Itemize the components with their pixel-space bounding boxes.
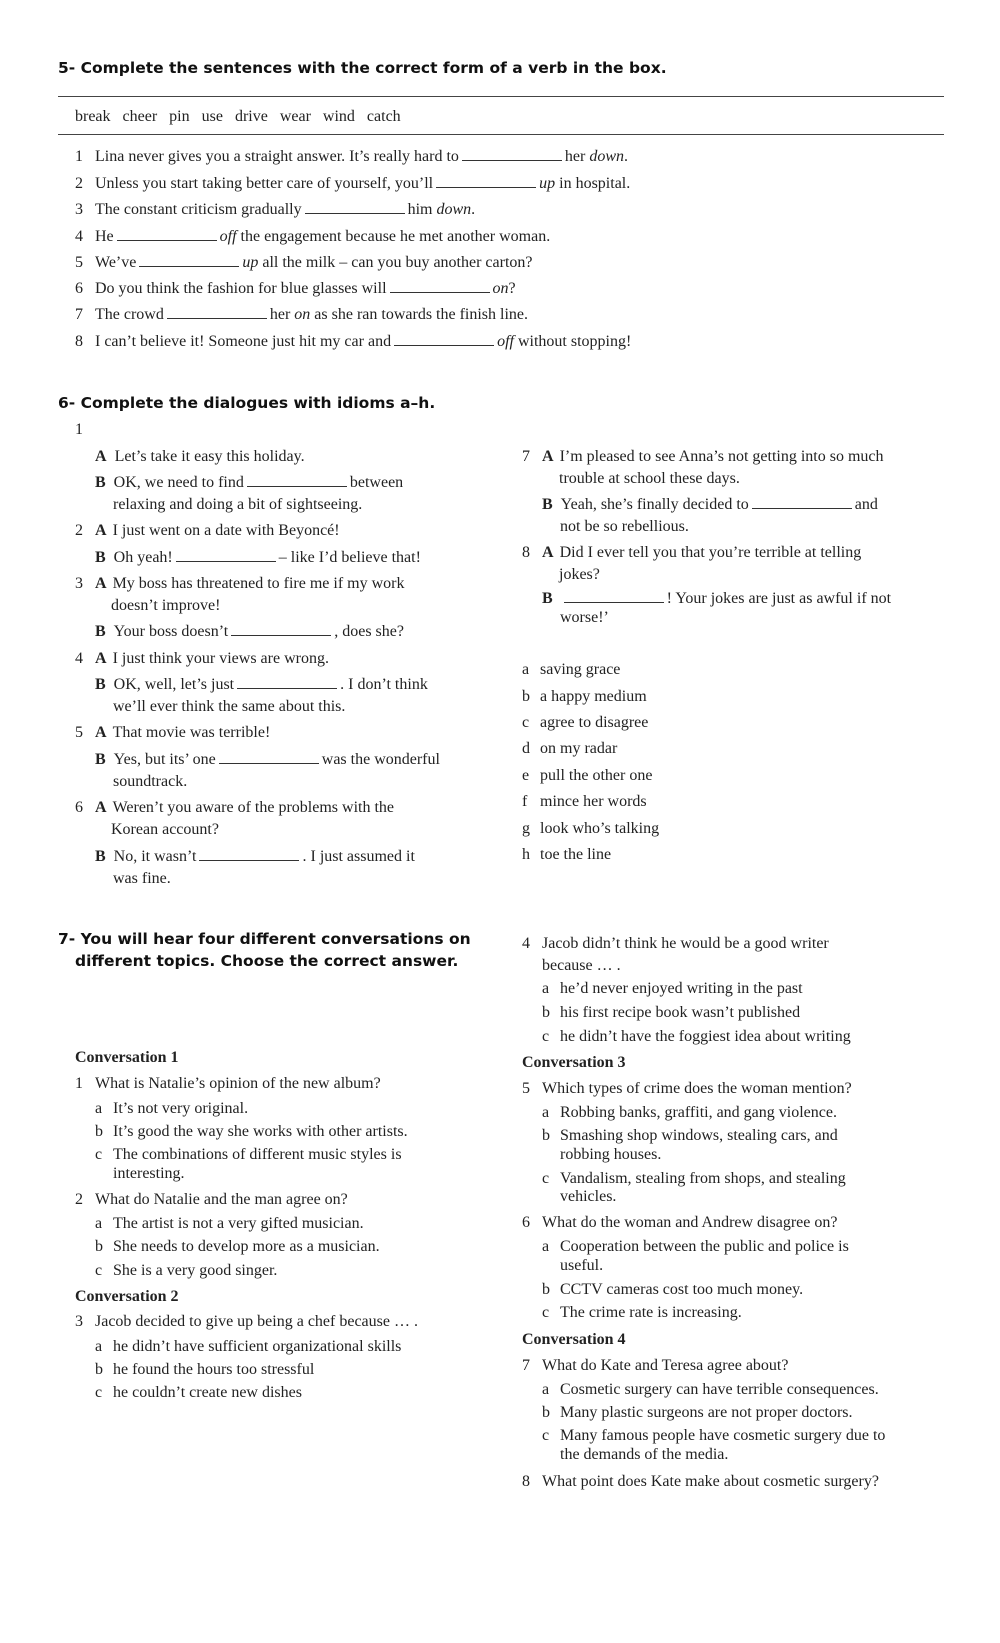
q1-option-b[interactable]: b It’s good the way she works with other artists.: [95, 1123, 408, 1140]
answer-blank[interactable]: [305, 199, 405, 214]
answer-blank[interactable]: [167, 304, 267, 319]
q8: 8 What point does Kate make about cosmetic surgery?: [522, 1473, 879, 1490]
q1-option-a[interactable]: a It’s not very original.: [95, 1100, 249, 1117]
answer-blank[interactable]: [462, 146, 562, 161]
q3-option-a[interactable]: a he didn’t have sufficient organizational skills: [95, 1338, 402, 1355]
d4-b-cont: we’ll ever think the same about this.: [113, 698, 346, 715]
s5-item-4: 4 He off the engagement because he met another woman.: [75, 228, 551, 245]
q5-option-b-cont: robbing houses.: [560, 1146, 662, 1163]
d7-a-cont: trouble at school these days.: [559, 470, 740, 487]
section-7-heading-line2: different topics. Choose the correct answer.: [75, 952, 459, 970]
conversation-3-heading: Conversation 3: [522, 1054, 626, 1071]
d5-b-cont: soundtrack.: [113, 773, 188, 790]
s5-item-7: 7 The crowd her on as she ran towards the finish line.: [75, 306, 529, 323]
q1-option-c[interactable]: c The combinations of different music styles is: [95, 1146, 402, 1163]
word-box-item: use: [201, 108, 223, 125]
d8-b: B ! Your jokes are just as awful if not: [542, 590, 892, 607]
idiom-d: d on my radar: [522, 740, 618, 757]
idiom-a: a saving grace: [522, 661, 621, 678]
conversation-1-heading: Conversation 1: [75, 1049, 179, 1066]
q7: 7 What do Kate and Teresa agree about?: [522, 1357, 789, 1374]
s5-item-5: 5 We’ve up all the milk – can you buy another carton?: [75, 254, 533, 271]
d1-number: 1: [75, 421, 83, 438]
word-box-item: break: [75, 108, 111, 125]
word-box-item: catch: [366, 108, 401, 125]
word-box-item: drive: [234, 108, 268, 125]
d7-b: B Yeah, she’s finally decided to and: [542, 496, 878, 513]
q1: 1 What is Natalie’s opinion of the new album?: [75, 1075, 381, 1092]
idiom-f: f mince her words: [522, 793, 647, 810]
d5-a: 5 A That movie was terrible!: [75, 724, 271, 741]
answer-blank[interactable]: [237, 674, 337, 689]
answer-blank[interactable]: [564, 588, 664, 603]
conversation-2-heading: Conversation 2: [75, 1288, 179, 1305]
d8-a-cont: jokes?: [559, 566, 600, 583]
s5-item-2: 2 Unless you start taking better care of yourself, you’ll up in hospital.: [75, 175, 631, 192]
answer-blank[interactable]: [247, 472, 347, 487]
d6-b: B No, it wasn’t . I just assumed it: [95, 848, 415, 865]
s5-item-1: 1 Lina never gives you a straight answer. It’s really hard to her down.: [75, 148, 628, 165]
q3-option-b[interactable]: b he found the hours too stressful: [95, 1361, 315, 1378]
d7-b-cont: not be so rebellious.: [560, 518, 689, 535]
q6-option-a[interactable]: a Cooperation between the public and police is: [542, 1238, 849, 1255]
d6-a: 6 A Weren’t you aware of the problems with the: [75, 799, 394, 816]
d2-a: 2 A I just went on a date with Beyoncé!: [75, 522, 340, 539]
idiom-h: h toe the line: [522, 846, 612, 863]
section-5-heading: 5- Complete the sentences with the correct form of a verb in the box.: [58, 59, 667, 77]
q2-option-a[interactable]: a The artist is not a very gifted musician.: [95, 1215, 364, 1232]
q4: 4 Jacob didn’t think he would be a good writer: [522, 935, 829, 952]
q4-option-b[interactable]: b his first recipe book wasn’t published: [542, 1004, 801, 1021]
d3-b: B Your boss doesn’t , does she?: [95, 623, 404, 640]
s5-item-8: 8 I can’t believe it! Someone just hit my car and off without stopping!: [75, 333, 632, 350]
answer-blank[interactable]: [117, 226, 217, 241]
q2-option-b[interactable]: b She needs to develop more as a musician.: [95, 1238, 380, 1255]
q5: 5 Which types of crime does the woman mention?: [522, 1080, 852, 1097]
q2: 2 What do Natalie and the man agree on?: [75, 1191, 348, 1208]
q4-cont: because … .: [542, 957, 621, 974]
d1-b: B OK, we need to find between: [95, 474, 404, 491]
q7-option-b[interactable]: b Many plastic surgeons are not proper doctors.: [542, 1404, 853, 1421]
q6: 6 What do the woman and Andrew disagree on?: [522, 1214, 838, 1231]
word-box-top-rule: [58, 96, 944, 97]
answer-blank[interactable]: [176, 547, 276, 562]
d4-b: B OK, well, let’s just . I don’t think: [95, 676, 428, 693]
answer-blank[interactable]: [219, 749, 319, 764]
d8-a: 8 A Did I ever tell you that you’re terrible at telling: [522, 544, 862, 561]
answer-blank[interactable]: [199, 846, 299, 861]
d6-b-cont: was fine.: [113, 870, 171, 887]
idiom-g: g look who’s talking: [522, 820, 660, 837]
section-6-heading: 6- Complete the dialogues with idioms a–h.: [58, 394, 436, 412]
conversation-4-heading: Conversation 4: [522, 1331, 626, 1348]
word-box-item: wear: [279, 108, 311, 125]
answer-blank[interactable]: [394, 331, 494, 346]
word-box-item: pin: [169, 108, 190, 125]
d8-b-cont: worse!’: [560, 609, 609, 626]
idiom-b: b a happy medium: [522, 688, 647, 705]
q4-option-a[interactable]: a he’d never enjoyed writing in the past: [542, 980, 803, 997]
word-box-item: cheer: [122, 108, 158, 125]
idiom-e: e pull the other one: [522, 767, 653, 784]
q3: 3 Jacob decided to give up being a chef because … .: [75, 1313, 418, 1330]
q6-option-c[interactable]: c The crime rate is increasing.: [542, 1304, 742, 1321]
answer-blank[interactable]: [752, 494, 852, 509]
word-box: [75, 106, 401, 127]
q6-option-a-cont: useful.: [560, 1257, 604, 1274]
d7-a: 7 A I’m pleased to see Anna’s not getting into so much: [522, 448, 884, 465]
idiom-c: c agree to disagree: [522, 714, 649, 731]
s5-item-6: 6 Do you think the fashion for blue glasses will on?: [75, 280, 516, 297]
q5-option-b[interactable]: b Smashing shop windows, stealing cars, and: [542, 1127, 838, 1144]
q7-option-c[interactable]: c Many famous people have cosmetic surgery due to: [542, 1427, 886, 1444]
word-box-item: wind: [322, 108, 355, 125]
q4-option-c[interactable]: c he didn’t have the foggiest idea about writing: [542, 1028, 851, 1045]
d3-a: 3 A My boss has threatened to fire me if my work: [75, 575, 405, 592]
d1-a: A Let’s take it easy this holiday.: [95, 448, 305, 465]
q7-option-c-cont: the demands of the media.: [560, 1446, 729, 1463]
section-7-heading-line1: 7- You will hear four different conversations on: [58, 930, 471, 948]
d5-b: B Yes, but its’ one was the wonderful: [95, 751, 440, 768]
d4-a: 4 A I just think your views are wrong.: [75, 650, 329, 667]
d2-b: B Oh yeah! – like I’d believe that!: [95, 549, 421, 566]
q6-option-b[interactable]: b CCTV cameras cost too much money.: [542, 1281, 804, 1298]
d1-b-cont: relaxing and doing a bit of sightseeing.: [113, 496, 363, 513]
q1-option-c-cont: interesting.: [113, 1165, 185, 1182]
d3-a-cont: doesn’t improve!: [111, 597, 221, 614]
q3-option-c[interactable]: c he couldn’t create new dishes: [95, 1384, 302, 1401]
d6-a-cont: Korean account?: [111, 821, 219, 838]
answer-blank[interactable]: [231, 621, 331, 636]
answer-blank[interactable]: [390, 278, 490, 293]
q5-option-c-cont: vehicles.: [560, 1188, 617, 1205]
answer-blank[interactable]: [139, 252, 239, 267]
word-box-bottom-rule: [58, 134, 944, 135]
q5-option-a[interactable]: a Robbing banks, graffiti, and gang violence.: [542, 1104, 837, 1121]
q2-option-c[interactable]: c She is a very good singer.: [95, 1262, 278, 1279]
q7-option-a[interactable]: a Cosmetic surgery can have terrible consequences.: [542, 1381, 879, 1398]
s5-item-3: 3 The constant criticism gradually him down.: [75, 201, 476, 218]
q5-option-c[interactable]: c Vandalism, stealing from shops, and stealing: [542, 1170, 846, 1187]
answer-blank[interactable]: [436, 173, 536, 188]
